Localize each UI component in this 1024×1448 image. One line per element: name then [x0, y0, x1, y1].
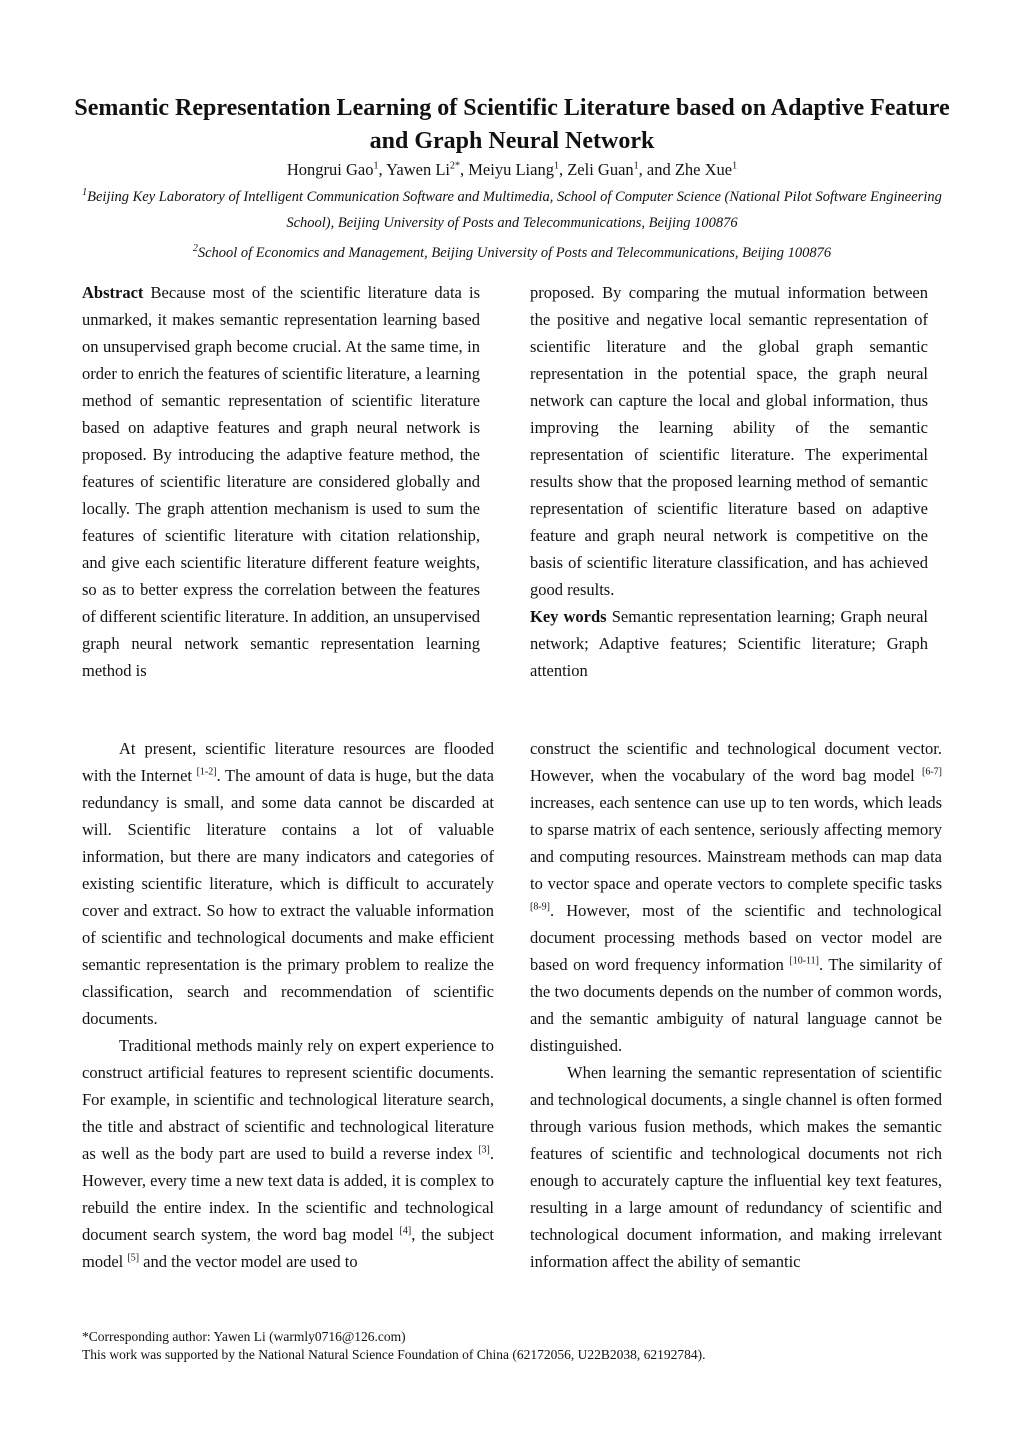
author-affil-mark: 1 — [373, 160, 379, 172]
author-name: Hongrui Gao — [286, 160, 374, 179]
body-text: increases, each sentence can use up to ten words, which leads to sparse matrix of each sentence, seriously affecting memory and computing resources. Mainstream methods can map data to vector space and operate vectors to complete specific tasks — [530, 793, 942, 893]
keywords-paragraph — [530, 603, 928, 684]
footnote-block — [82, 1328, 962, 1364]
affiliation-mark: 1 — [82, 187, 88, 199]
citation: [10-11] — [789, 955, 820, 967]
body-right-column — [530, 735, 942, 1275]
citation: [6-7] — [922, 766, 942, 778]
author-affil-mark: 1 — [732, 160, 738, 172]
body-text: At present, scientific literature resources are flooded with the Internet — [82, 739, 494, 785]
author-name: and Zhe Xue — [646, 160, 733, 179]
author-affil-mark: 2* — [450, 160, 460, 172]
citation: [4] — [399, 1225, 412, 1237]
author-list: Hongrui Gao$^1$, Yawen $Li^{2*}$, Meiyu Liang$^1$, Zeli Guan$^1$, and Zhe Xue$^1$ — [286, 160, 738, 179]
body-text: Traditional methods mainly rely on expert experience to construct artificial features to represent scientific documents. For example, in scientific and technological literature search, the title and abstract of scientific and technological literature as well as the body part are used to build a reverse index — [82, 1036, 494, 1163]
author-name: Yawen Li — [386, 160, 450, 179]
citation: [8-9] — [530, 901, 550, 913]
affiliation-text: School of Economics and Management, Beijing University of Posts and Telecommunications, Beijing 100876 — [197, 245, 832, 261]
body-text: , the subject model — [82, 1225, 495, 1271]
author-affil-mark: 1 — [633, 160, 639, 172]
abstract-paragraph — [82, 279, 480, 684]
body-paragraph-continued — [530, 735, 942, 1059]
keywords-label: Key words — [530, 607, 607, 626]
abstract-text: Because most of the scientific literature data is unmarked, it makes semantic representation learning based on unsupervised graph become crucial. At the same time, in order to enrich the features of scientific literature, a learning method of semantic representation of scientific literature based on adaptive features and graph neural network is proposed. By introducing the adaptive feature method, the features of scientific literature are considered globally and locally. The graph attention mechanism is used to sum the features of scientific literature with citation relationship, and give each scientific literature different feature weights, so as to better express the correlation between the features of different scientific literature. In addition, an unsupervised graph neural network semantic representation learning method is — [82, 283, 480, 680]
body-text: . However, every time a new text data is added, it is complex to rebuild the entire index. In the scientific and technological document search system, the word bag model — [82, 1144, 494, 1244]
abstract-label: Abstract — [82, 283, 144, 302]
citation: [5] — [127, 1252, 140, 1264]
body-paragraph: When learning the semantic representation of scientific and technological documents, a single channel is often formed through various fusion methods, which makes the semantic features of scientific and technological documents not rich enough to accurately capture the influential key text features, resulting in a large amount of redundancy of scientific and technological document information, and making irrelevant information affect the ability of semantic — [530, 1063, 942, 1271]
citation: [3] — [478, 1144, 490, 1156]
body-text: construct the scientific and technological document vector. However, when the vocabulary of the word bag model — [530, 739, 942, 785]
affiliation-mark: 2 — [192, 243, 198, 255]
paper-title: Semantic Representation Learning of Scientific Literature based on Adaptive Feature and Graph Neural Network — [74, 95, 950, 154]
corresponding-author-note: *Corresponding author: Yawen Li (warmly0716@126.com) — [82, 1329, 406, 1344]
keywords-text: Semantic representation learning; Graph neural network; Adaptive features; Scientific literature; Graph attention — [530, 607, 929, 680]
affiliation-text: Beijing Key Laboratory of Intelligent Communication Software and Multimedia, School of Computer Science (National Pilot Software Engineering School), Beijing University of Posts and Telecommunications, Beijing 100876 — [87, 189, 942, 231]
body-left-column — [82, 735, 494, 1275]
affiliation-1 — [80, 184, 944, 236]
funding-note: This work was supported by the National Natural Science Foundation of China (62172056, U22B2038, 62192784). — [82, 1347, 706, 1362]
abstract-left-column — [82, 279, 480, 684]
body-text: . However, most of the scientific and technological document processing methods based on vector model are based on word frequency information — [530, 901, 942, 974]
author-name: Zeli Guan — [567, 160, 634, 179]
body-text: . The similarity of the two documents depends on the number of common words, and the semantic ambiguity of natural language cannot be distinguished. — [530, 955, 943, 1055]
citation: [1-2] — [196, 766, 217, 778]
affiliation-2 — [60, 240, 964, 266]
abstract-paragraph-continued: proposed. By comparing the mutual information between the positive and negative local semantic representation of scientific literature and the global graph semantic representation in the potential space, the graph neural network can capture the local and global information, thus improving the learning ability of the semantic representation of scientific literature. The experimental results show that the proposed learning method of semantic representation of scientific literature based on adaptive feature and graph neural network is competitive on the basis of scientific literature classification, and has achieved good results. — [530, 283, 928, 599]
body-text: and the vector model are used to — [139, 1252, 358, 1271]
body-paragraph — [82, 1032, 494, 1275]
author-name: Meiyu Liang — [468, 160, 554, 179]
author-affil-mark: 1 — [553, 160, 559, 172]
abstract-right-column — [530, 279, 928, 684]
body-paragraph — [82, 735, 494, 1032]
body-text: . The amount of data is huge, but the data redundancy is small, and some data cannot be discarded at will. Scientific literature contains a lot of valuable information, but there are many indicators and categories of existing scientific literature, which is difficult to accurately cover and extract. So how to extract the valuable information of scientific and technological documents and make efficient semantic representation is the primary problem to realize the classification, search and recommendation of scientific documents. — [82, 766, 495, 1028]
